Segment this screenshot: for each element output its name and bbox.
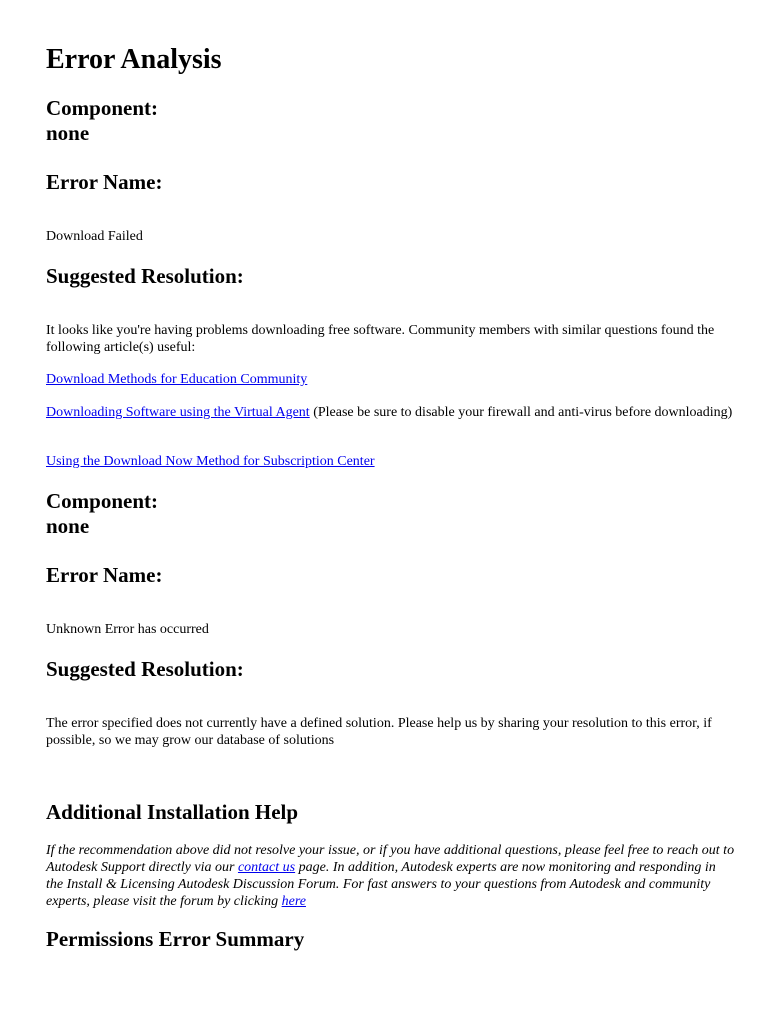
article-line-3 xyxy=(46,453,736,470)
component-value: none xyxy=(46,514,90,538)
error-name-heading-1: Error Name: xyxy=(46,170,163,194)
error-name-heading-2: Error Name: xyxy=(46,563,163,587)
article-link-virtual-agent[interactable]: Downloading Software using the Virtual Agent xyxy=(46,405,310,420)
article-note: (Please be sure to disable your firewall and anti-virus before downloading) xyxy=(309,405,733,420)
resolution-text-2: The error specified does not currently have a defined solution. Please help us by sharing your resolution to this error, if possible, so we may grow our database of solutions xyxy=(46,716,712,748)
additional-help-heading: Additional Installation Help xyxy=(46,800,299,824)
component-heading-2 xyxy=(46,489,158,539)
resolution-text-1: It looks like you're having problems downloading free software. Community members with similar questions found the following article(s) useful: xyxy=(46,323,715,355)
help-text-part-1: If the recommendation above did not resolve your issue, or if you have additional questions, please feel free to reach out to Autodesk Support directly via our xyxy=(46,843,735,875)
resolution-heading-2: Suggested Resolution: xyxy=(46,657,244,681)
article-link-education-download[interactable]: Download Methods for Education Community xyxy=(46,372,308,387)
page-title: Error Analysis xyxy=(46,44,222,75)
component-label: Component: xyxy=(46,489,159,513)
forum-here-link[interactable]: here xyxy=(281,894,306,909)
additional-help-text xyxy=(46,842,736,910)
component-heading-1 xyxy=(46,96,158,146)
help-text-part-2: page. In addition, Autodesk experts are now monitoring and responding in the Install & Licensing Autodesk Discussion Forum. For fast answers to your questions from Autodesk and community experts, please visit the forum by clicking xyxy=(46,860,716,909)
error-name-value-2: Unknown Error has occurred xyxy=(46,622,209,637)
article-line-1 xyxy=(46,371,736,388)
permissions-heading: Permissions Error Summary xyxy=(46,927,305,951)
resolution-heading-1: Suggested Resolution: xyxy=(46,264,244,288)
error-name-value-1: Download Failed xyxy=(46,229,143,244)
article-link-download-now[interactable]: Using the Download Now Method for Subscription Center xyxy=(46,454,375,469)
contact-us-link[interactable]: contact us xyxy=(237,860,296,875)
component-label: Component: xyxy=(46,96,159,120)
article-line-2 xyxy=(46,404,736,421)
component-value: none xyxy=(46,121,90,145)
